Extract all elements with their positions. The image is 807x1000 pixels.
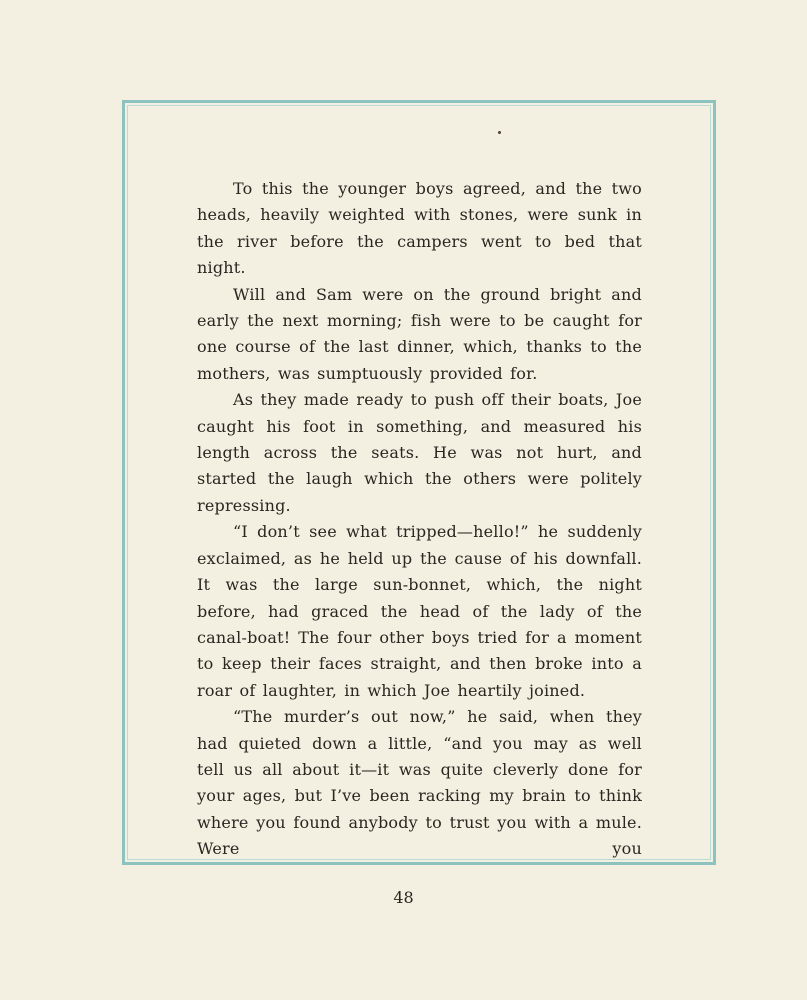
paragraph-3: As they made ready to push off their boats, Joe caught his foot in something, and measured his length across the seats. He was not hurt, and started the laugh which the others were politely repressing. [197,390,642,515]
body-text [197,176,642,863]
paragraph-5: “The murder’s out now,” he said, when they had quieted down a little, “and you may as well tell us all about it—it was quite cleverly done for your ages, but I’ve been racking my brain to think where you found anybody to trust you with a mule. Were you [197,707,642,859]
paragraph-2: Will and Sam were on the ground bright and early the next morning; fish were to be caught for one course of the last dinner, which, thanks to the mothers, was sumptuously provided for. [197,284,642,383]
paragraph-1: To this the younger boys agreed, and the two heads, heavily weighted with stones, were sunk in the river before the campers went to bed that night. [197,179,642,278]
paragraph-4: “I don’t see what tripped—hello!” he suddenly exclaimed, as he held up the cause of his downfall. It was the large sun-bonnet, which, the night before, had graced the head of the lady of the canal-boat! The four other boys tried for a moment to keep their faces straight, and then broke into a roar of laughter, in which Joe heartily joined. [197,522,642,700]
page-number: 48 [393,888,414,907]
ink-speck [498,131,501,134]
